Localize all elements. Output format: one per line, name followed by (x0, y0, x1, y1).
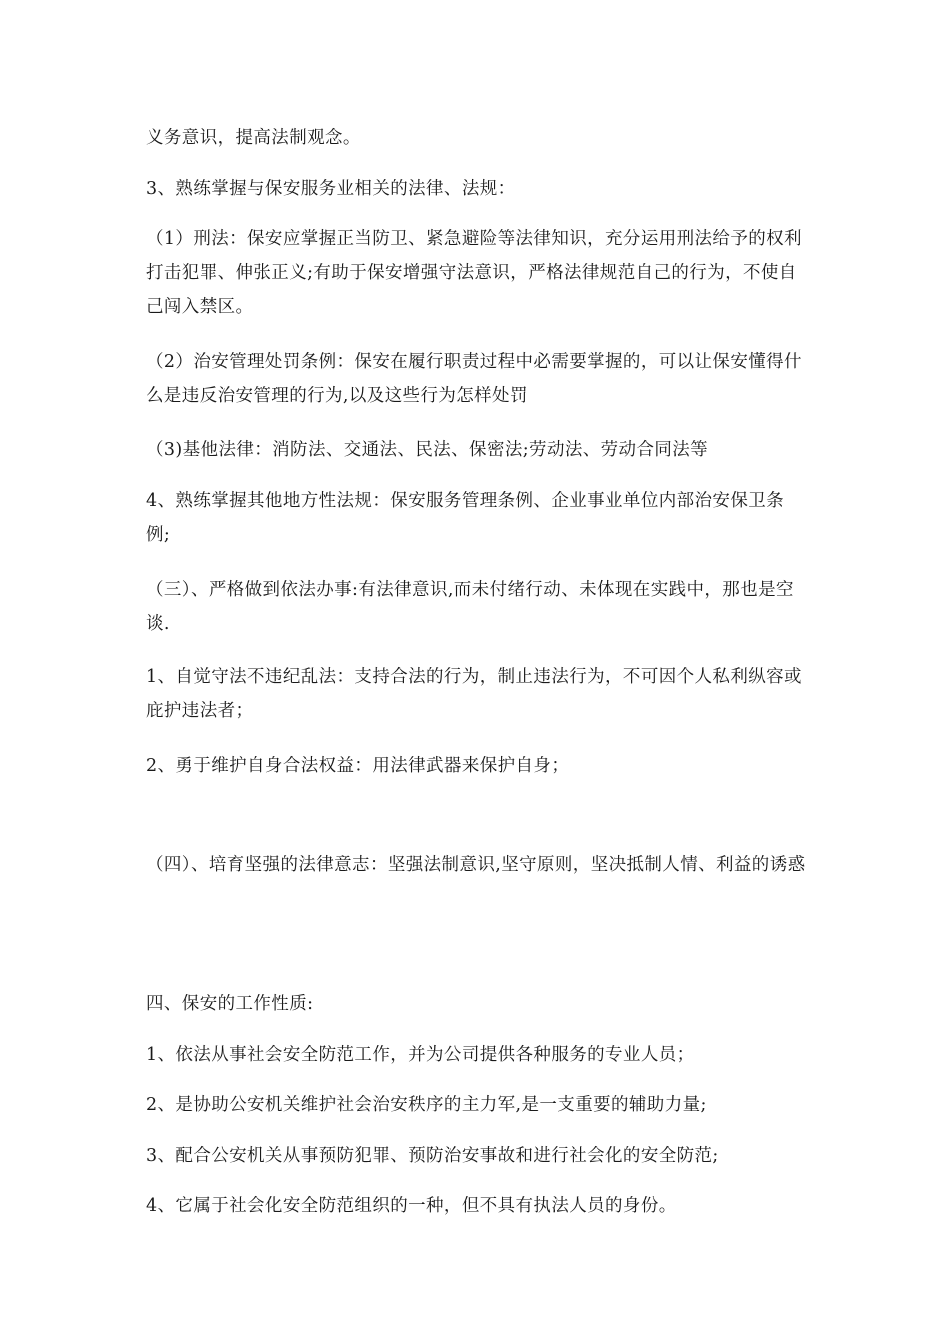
paragraph-item-4: 4、熟练掌握其他地方性法规：保安服务管理条例、企业事业单位内部治安保卫条例; (146, 491, 785, 545)
paragraph-nature-4: 4、它属于社会化安全防范组织的一种，但不具有执法人员的身份。 (146, 1196, 677, 1216)
paragraph-protect-rights: 2、勇于维护自身合法权益：用法律武器来保护自身； (146, 756, 570, 776)
paragraph-public-security-regulations: （2）治安管理处罚条例：保安在履行职责过程中必需要掌握的，可以让保安懂得什么是违反治安管理的行为,以及这些行为怎样处罚 (146, 352, 802, 406)
paragraph-other-laws: （3)基他法律：消防法、交通法、民法、保密法;劳动法、劳动合同法等 (146, 440, 709, 460)
paragraph-nature-2: 2、是协助公安机关维护社会治安秩序的主力军,是一支重要的辅助力量; (146, 1095, 707, 1115)
paragraph-nature-1: 1、依法从事社会安全防范工作，并为公司提供各种服务的专业人员； (146, 1045, 695, 1065)
paragraph-section-3: （三）、严格做到依法办事:有法律意识,而未付绪行动、未体现在实践中，那也是空谈. (146, 580, 794, 634)
paragraph-criminal-law: （1）刑法：保安应掌握正当防卫、紧急避险等法律知识，充分运用刑法给予的权利打击犯罪、伸张正义;有助于保安增强守法意识，严格法律规范自己的行为，不使自己闯入禁区。 (146, 229, 802, 317)
paragraph-item-3: 3、熟练掌握与保安服务业相关的法律、法规： (146, 179, 516, 199)
paragraph-nature-3: 3、配合公安机关从事预防犯罪、预防治安事故和进行社会化的安全防范; (146, 1146, 719, 1166)
paragraph-section-4: （四）、培育坚强的法律意志：坚强法制意识,坚守原则，坚决抵制人情、利益的诱惑 (146, 855, 806, 875)
section-heading-work-nature: 四、保安的工作性质: (146, 994, 314, 1014)
paragraph-law-abiding: 1、自觉守法不违纪乱法：支持合法的行为，制止违法行为，不可因个人私利纵容或庇护违法者； (146, 667, 802, 721)
paragraph-continuation: 义务意识，提高法制观念。 (146, 128, 361, 148)
